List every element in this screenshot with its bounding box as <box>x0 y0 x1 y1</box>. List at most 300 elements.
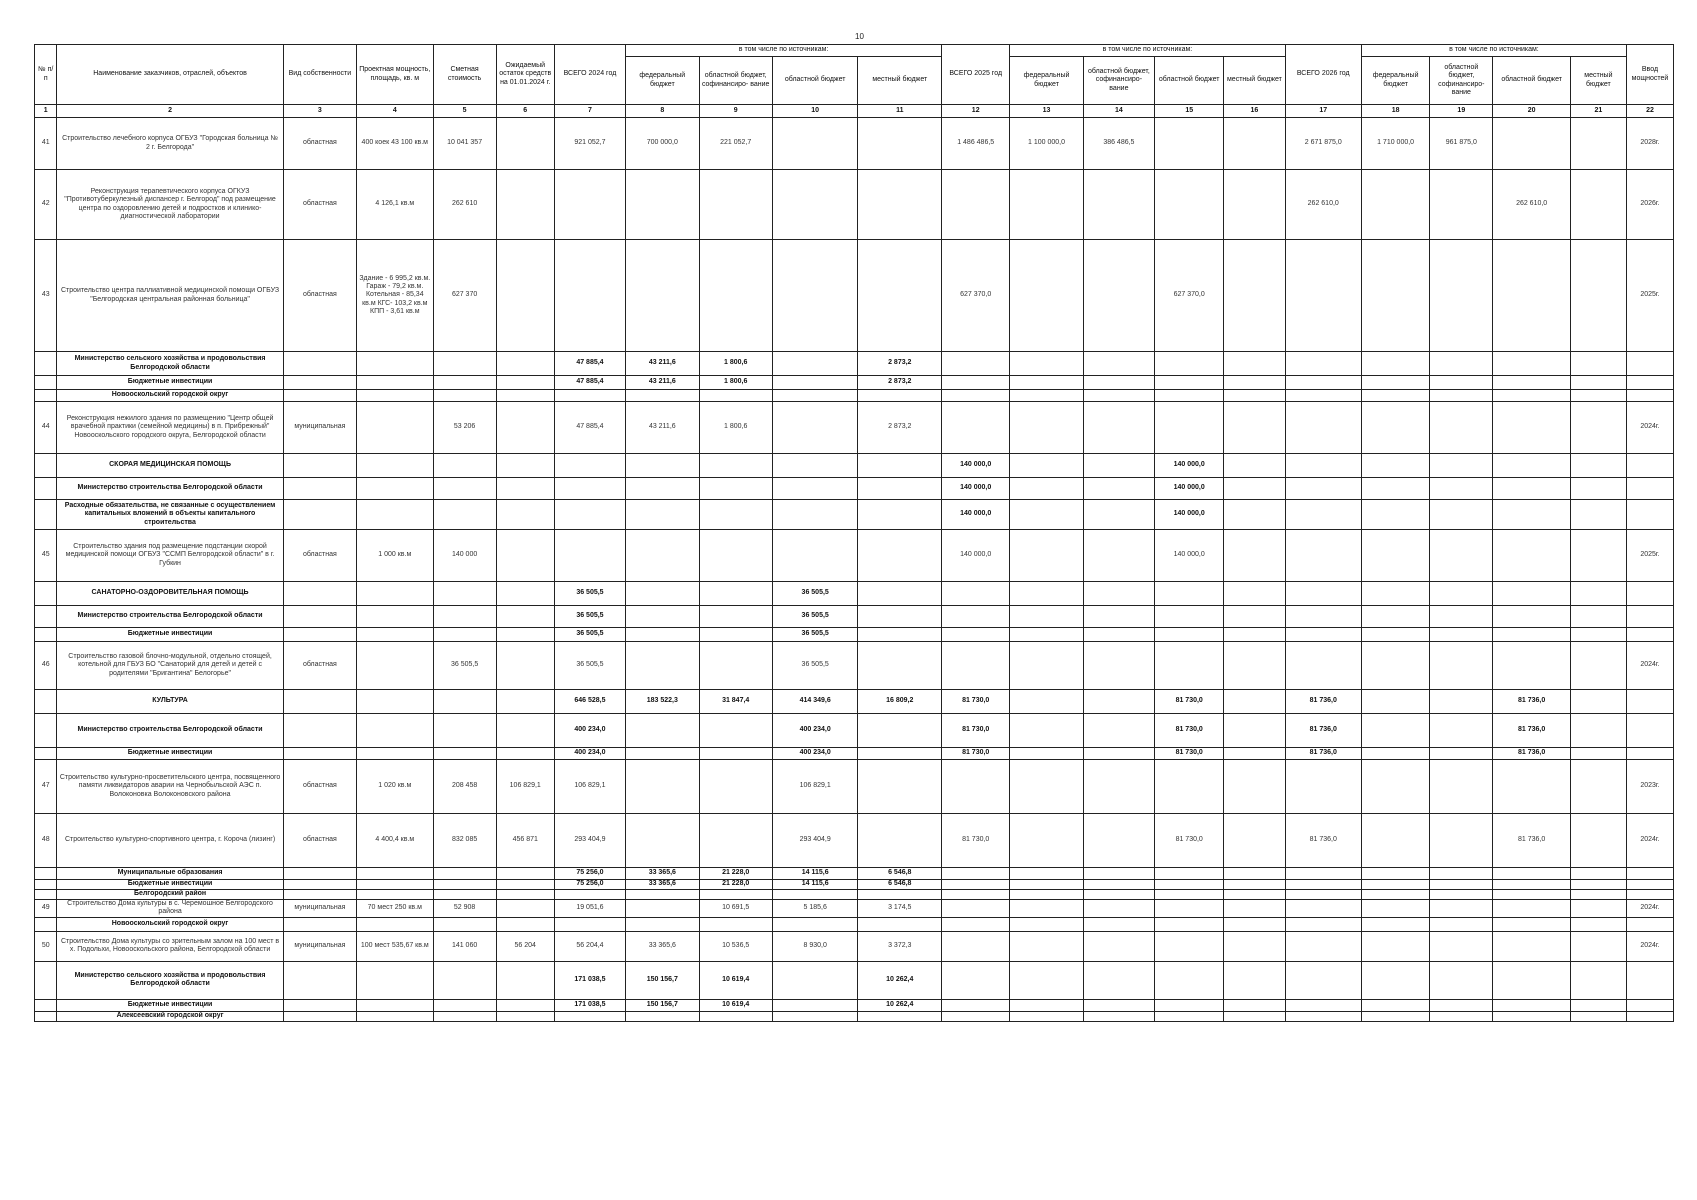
row-value <box>1083 500 1154 530</box>
row-ownership <box>283 582 356 606</box>
header-federal: федеральный бюджет <box>626 57 699 105</box>
row-number <box>35 1011 57 1021</box>
row-value: 31 847,4 <box>699 690 772 714</box>
row-value <box>626 390 699 402</box>
header-local: местный бюджет <box>858 57 942 105</box>
row-name: Строительство Дома культуры со зрительным залом на 100 мест в х. Подольхи, Новооскольского района, Белгородской области <box>57 931 283 961</box>
row-value <box>942 880 1010 890</box>
row-capacity <box>357 690 433 714</box>
table-row <box>35 760 1674 814</box>
row-value <box>626 454 699 478</box>
row-value <box>942 900 1010 918</box>
row-value: 646 528,5 <box>554 690 625 714</box>
row-value <box>699 582 772 606</box>
column-number: 6 <box>496 105 554 118</box>
row-value <box>942 352 1010 376</box>
row-value <box>1224 390 1285 402</box>
row-value <box>1493 999 1570 1011</box>
row-value <box>1224 240 1285 352</box>
row-value: 1 800,6 <box>699 352 772 376</box>
row-value <box>858 390 942 402</box>
row-value <box>942 170 1010 240</box>
row-value <box>1083 917 1154 931</box>
row-remainder <box>496 530 554 582</box>
row-value: 81 736,0 <box>1285 748 1361 760</box>
row-value: 627 370,0 <box>1155 240 1224 352</box>
row-value <box>1010 390 1083 402</box>
row-number: 44 <box>35 402 57 454</box>
row-value <box>1083 760 1154 814</box>
row-value <box>1083 352 1154 376</box>
row-value <box>1224 961 1285 999</box>
row-value <box>942 917 1010 931</box>
row-value <box>1430 390 1493 402</box>
row-estimate <box>433 917 496 931</box>
row-value <box>626 478 699 500</box>
row-value <box>1083 454 1154 478</box>
table-body <box>35 118 1674 1022</box>
row-value <box>942 606 1010 628</box>
table-row <box>35 402 1674 454</box>
row-value <box>1570 690 1626 714</box>
group-row <box>35 390 1674 402</box>
header-regional: областной бюджет <box>772 57 858 105</box>
row-value: 81 736,0 <box>1285 814 1361 868</box>
row-value <box>1285 390 1361 402</box>
row-value <box>1570 402 1626 454</box>
row-value <box>858 714 942 748</box>
row-estimate <box>433 606 496 628</box>
row-ownership <box>283 880 356 890</box>
row-estimate <box>433 352 496 376</box>
row-value <box>1361 714 1429 748</box>
row-remainder <box>496 170 554 240</box>
row-value <box>554 390 625 402</box>
row-commission-year <box>1626 390 1673 402</box>
row-value <box>858 530 942 582</box>
row-value: 6 546,8 <box>858 880 942 890</box>
row-number <box>35 917 57 931</box>
row-value <box>1493 961 1570 999</box>
row-value <box>942 402 1010 454</box>
row-value <box>1570 868 1626 880</box>
row-value <box>1493 118 1570 170</box>
row-value <box>1493 642 1570 690</box>
row-estimate <box>433 868 496 880</box>
row-remainder <box>496 118 554 170</box>
row-value: 140 000,0 <box>942 478 1010 500</box>
table-row <box>35 900 1674 918</box>
row-ownership <box>283 1011 356 1021</box>
row-value <box>1430 376 1493 390</box>
group-row <box>35 999 1674 1011</box>
row-value <box>1361 890 1429 900</box>
row-estimate <box>433 714 496 748</box>
row-value: 140 000,0 <box>942 500 1010 530</box>
row-value <box>858 814 942 868</box>
row-value <box>1285 352 1361 376</box>
row-value <box>626 628 699 642</box>
row-name: Новооскольский городской округ <box>57 917 283 931</box>
row-value <box>1083 814 1154 868</box>
row-commission-year <box>1626 628 1673 642</box>
row-value <box>1430 760 1493 814</box>
row-ownership <box>283 890 356 900</box>
column-number: 12 <box>942 105 1010 118</box>
row-value <box>1155 402 1224 454</box>
row-value: 21 228,0 <box>699 880 772 890</box>
row-capacity <box>357 352 433 376</box>
column-number: 15 <box>1155 105 1224 118</box>
row-value <box>1493 931 1570 961</box>
row-capacity: 1 020 кв.м <box>357 760 433 814</box>
row-remainder <box>496 376 554 390</box>
row-value <box>554 500 625 530</box>
row-value <box>699 748 772 760</box>
row-value <box>858 1011 942 1021</box>
row-value <box>1493 890 1570 900</box>
row-value <box>1010 748 1083 760</box>
row-commission-year: 2028г. <box>1626 118 1673 170</box>
row-estimate <box>433 999 496 1011</box>
row-value <box>1083 880 1154 890</box>
row-value: 36 505,5 <box>554 582 625 606</box>
row-value <box>772 890 858 900</box>
row-capacity <box>357 376 433 390</box>
row-commission-year <box>1626 748 1673 760</box>
row-value <box>699 606 772 628</box>
row-value: 33 365,6 <box>626 931 699 961</box>
row-capacity <box>357 880 433 890</box>
row-name: Бюджетные инвестиции <box>57 628 283 642</box>
group-row <box>35 352 1674 376</box>
row-commission-year <box>1626 582 1673 606</box>
header-capacity: Проектная мощность, площадь, кв. м <box>357 45 433 105</box>
row-value <box>1010 714 1083 748</box>
row-number: 49 <box>35 900 57 918</box>
row-value <box>858 454 942 478</box>
row-value <box>942 999 1010 1011</box>
row-estimate <box>433 628 496 642</box>
row-estimate: 52 908 <box>433 900 496 918</box>
row-value <box>1570 642 1626 690</box>
row-value: 140 000,0 <box>942 454 1010 478</box>
row-value: 36 505,5 <box>772 606 858 628</box>
row-number <box>35 352 57 376</box>
row-value <box>1493 478 1570 500</box>
row-value <box>1224 606 1285 628</box>
row-value: 171 038,5 <box>554 961 625 999</box>
row-value <box>1224 999 1285 1011</box>
row-value <box>1224 690 1285 714</box>
header-cofin: областной бюджет, софинансиро- вание <box>1430 57 1493 105</box>
row-value: 81 736,0 <box>1493 714 1570 748</box>
group-row <box>35 714 1674 748</box>
row-value <box>1285 628 1361 642</box>
table-header <box>35 45 1674 118</box>
row-ownership: областная <box>283 760 356 814</box>
row-value: 921 052,7 <box>554 118 625 170</box>
row-value <box>942 376 1010 390</box>
row-value <box>1155 606 1224 628</box>
row-value <box>772 1011 858 1021</box>
row-value <box>626 760 699 814</box>
row-value <box>1570 748 1626 760</box>
row-value <box>1361 500 1429 530</box>
row-commission-year: 2023г. <box>1626 760 1673 814</box>
row-value <box>626 582 699 606</box>
row-value <box>858 606 942 628</box>
row-number <box>35 628 57 642</box>
row-value <box>1361 931 1429 961</box>
row-value <box>1155 961 1224 999</box>
row-remainder <box>496 642 554 690</box>
row-number <box>35 714 57 748</box>
row-ownership <box>283 390 356 402</box>
row-value <box>1010 582 1083 606</box>
row-value <box>772 352 858 376</box>
group-row <box>35 478 1674 500</box>
row-value <box>1493 868 1570 880</box>
row-value <box>699 390 772 402</box>
row-value <box>626 714 699 748</box>
row-value <box>1224 900 1285 918</box>
table-row <box>35 240 1674 352</box>
column-numbers-row <box>35 105 1674 118</box>
row-estimate <box>433 890 496 900</box>
row-ownership <box>283 454 356 478</box>
row-value <box>772 240 858 352</box>
row-value: 81 730,0 <box>942 714 1010 748</box>
row-value <box>1285 868 1361 880</box>
row-estimate <box>433 690 496 714</box>
row-value <box>858 478 942 500</box>
row-estimate: 832 085 <box>433 814 496 868</box>
row-value: 386 486,5 <box>1083 118 1154 170</box>
row-name: Бюджетные инвестиции <box>57 376 283 390</box>
row-value <box>1361 868 1429 880</box>
row-value: 700 000,0 <box>626 118 699 170</box>
row-value <box>1493 454 1570 478</box>
row-value <box>1155 376 1224 390</box>
row-remainder <box>496 240 554 352</box>
row-number: 50 <box>35 931 57 961</box>
row-value: 43 211,6 <box>626 352 699 376</box>
row-value <box>1430 530 1493 582</box>
row-ownership: областная <box>283 642 356 690</box>
row-commission-year <box>1626 478 1673 500</box>
header-local: местный бюджет <box>1570 57 1626 105</box>
row-estimate: 53 206 <box>433 402 496 454</box>
row-estimate <box>433 376 496 390</box>
row-name: Бюджетные инвестиции <box>57 748 283 760</box>
row-value <box>1361 900 1429 918</box>
row-capacity <box>357 1011 433 1021</box>
row-value <box>1224 868 1285 880</box>
row-value <box>1083 961 1154 999</box>
row-value <box>1010 402 1083 454</box>
row-value <box>1430 240 1493 352</box>
column-number: 5 <box>433 105 496 118</box>
row-value <box>858 118 942 170</box>
header-total-2026: ВСЕГО 2026 год <box>1285 45 1361 105</box>
row-estimate <box>433 961 496 999</box>
row-value: 47 885,4 <box>554 352 625 376</box>
row-value <box>1361 628 1429 642</box>
row-value <box>1570 500 1626 530</box>
row-name: САНАТОРНО-ОЗДОРОВИТЕЛЬНАЯ ПОМОЩЬ <box>57 582 283 606</box>
row-value <box>1224 478 1285 500</box>
row-value <box>858 582 942 606</box>
row-value <box>554 170 625 240</box>
header-num: № п/п <box>35 45 57 105</box>
row-value <box>1361 530 1429 582</box>
group-row <box>35 868 1674 880</box>
row-value <box>942 961 1010 999</box>
row-value <box>1285 376 1361 390</box>
row-value <box>1493 500 1570 530</box>
row-value <box>1430 402 1493 454</box>
row-number: 48 <box>35 814 57 868</box>
row-value <box>942 931 1010 961</box>
row-value <box>1083 390 1154 402</box>
row-value <box>1083 931 1154 961</box>
row-value <box>772 390 858 402</box>
row-value <box>1083 628 1154 642</box>
row-value: 140 000,0 <box>1155 478 1224 500</box>
table-row <box>35 118 1674 170</box>
row-value <box>1083 606 1154 628</box>
row-value <box>1361 478 1429 500</box>
row-value: 81 730,0 <box>1155 714 1224 748</box>
row-value <box>942 390 1010 402</box>
row-number <box>35 454 57 478</box>
row-capacity: 100 мест 535,67 кв.м <box>357 931 433 961</box>
row-value <box>772 999 858 1011</box>
row-value <box>858 890 942 900</box>
row-value <box>1361 582 1429 606</box>
row-value <box>772 478 858 500</box>
row-value <box>1493 376 1570 390</box>
row-value: 10 536,5 <box>699 931 772 961</box>
row-value <box>1224 376 1285 390</box>
row-value <box>1570 628 1626 642</box>
row-value <box>858 642 942 690</box>
row-value <box>1224 500 1285 530</box>
row-number <box>35 868 57 880</box>
row-value: 14 115,6 <box>772 868 858 880</box>
row-value <box>1430 748 1493 760</box>
row-value <box>1285 1011 1361 1021</box>
row-value <box>772 917 858 931</box>
row-ownership: областная <box>283 118 356 170</box>
row-capacity <box>357 714 433 748</box>
row-value <box>1361 606 1429 628</box>
row-value <box>1430 500 1493 530</box>
row-ownership <box>283 961 356 999</box>
row-commission-year <box>1626 961 1673 999</box>
row-value: 150 156,7 <box>626 999 699 1011</box>
row-value <box>1010 961 1083 999</box>
column-number: 4 <box>357 105 433 118</box>
row-value: 36 505,5 <box>772 642 858 690</box>
row-value <box>1083 376 1154 390</box>
row-value: 10 262,4 <box>858 999 942 1011</box>
row-estimate: 36 505,5 <box>433 642 496 690</box>
row-value <box>1361 402 1429 454</box>
row-value: 2 873,2 <box>858 352 942 376</box>
column-number: 21 <box>1570 105 1626 118</box>
row-value: 5 185,6 <box>772 900 858 918</box>
row-remainder <box>496 628 554 642</box>
column-number: 11 <box>858 105 942 118</box>
row-value <box>1010 690 1083 714</box>
row-estimate <box>433 500 496 530</box>
header-cofin: областной бюджет, софинансиро- вание <box>1083 57 1154 105</box>
row-remainder <box>496 961 554 999</box>
row-remainder <box>496 402 554 454</box>
row-name: Строительство газовой блочно-модульной, отдельно стоящей, котельной для ГБУЗ БО "Санаторий для детей и детей с родителями "Бригантина" Белогорье" <box>57 642 283 690</box>
row-value <box>1570 900 1626 918</box>
row-ownership: муниципальная <box>283 402 356 454</box>
row-value <box>1010 917 1083 931</box>
row-name: СКОРАЯ МЕДИЦИНСКАЯ ПОМОЩЬ <box>57 454 283 478</box>
row-value <box>1570 961 1626 999</box>
row-ownership <box>283 748 356 760</box>
row-value <box>1493 760 1570 814</box>
row-value <box>1570 478 1626 500</box>
row-value: 81 736,0 <box>1493 814 1570 868</box>
row-remainder <box>496 890 554 900</box>
row-value: 81 730,0 <box>942 748 1010 760</box>
row-number <box>35 999 57 1011</box>
row-value: 75 256,0 <box>554 868 625 880</box>
row-value: 81 736,0 <box>1285 714 1361 748</box>
row-commission-year: 2025г. <box>1626 240 1673 352</box>
row-value <box>1285 582 1361 606</box>
row-value <box>1493 1011 1570 1021</box>
column-number: 14 <box>1083 105 1154 118</box>
row-value <box>626 917 699 931</box>
row-estimate <box>433 748 496 760</box>
table-row <box>35 170 1674 240</box>
group-row <box>35 690 1674 714</box>
row-value <box>1010 880 1083 890</box>
row-value <box>1361 760 1429 814</box>
header-regional: областной бюджет <box>1493 57 1570 105</box>
row-ownership <box>283 606 356 628</box>
row-capacity: 4 126,1 кв.м <box>357 170 433 240</box>
row-capacity <box>357 606 433 628</box>
row-capacity <box>357 582 433 606</box>
row-value <box>942 890 1010 900</box>
row-estimate: 141 060 <box>433 931 496 961</box>
row-commission-year: 2024г. <box>1626 402 1673 454</box>
row-value <box>772 402 858 454</box>
row-value <box>1285 890 1361 900</box>
group-row <box>35 500 1674 530</box>
row-value <box>699 500 772 530</box>
row-estimate <box>433 1011 496 1021</box>
row-value <box>1155 642 1224 690</box>
row-value <box>1285 880 1361 890</box>
row-number <box>35 961 57 999</box>
header-cofin: областной бюджет, софинансиро- вание <box>699 57 772 105</box>
header-estimate: Сметная стоимость <box>433 45 496 105</box>
row-value: 47 885,4 <box>554 402 625 454</box>
row-value <box>1224 628 1285 642</box>
row-value <box>1570 376 1626 390</box>
